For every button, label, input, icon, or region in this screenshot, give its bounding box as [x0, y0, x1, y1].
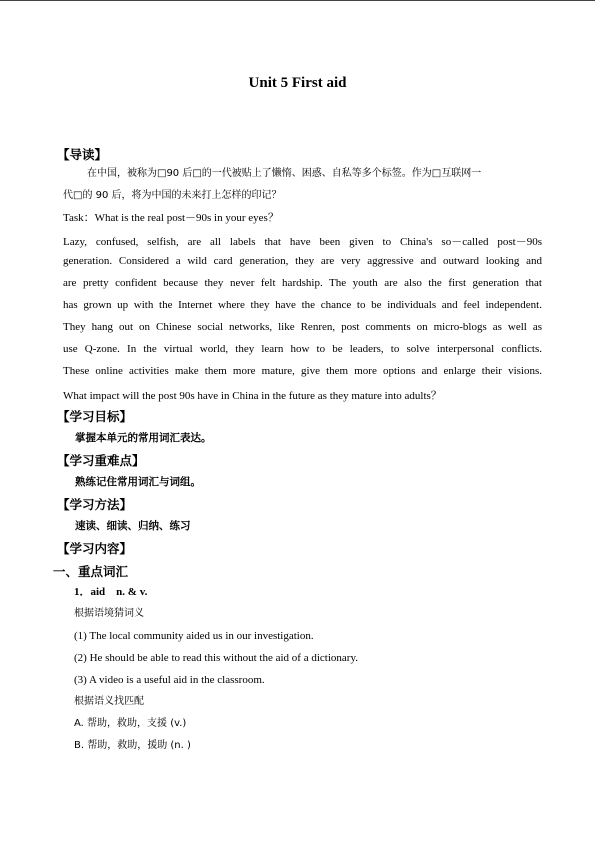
section-method-heading: 【学习方法】: [57, 497, 133, 512]
section-difficulty-heading: 【学习重难点】: [57, 453, 145, 468]
passage-line-7: These online activities make them more mature, give them more options and enlarge their visions.: [63, 365, 542, 377]
page-title: Unit 5 First aid: [248, 75, 347, 91]
intro-cn-line-1: 在中国，被称为□90 后□的一代被贴上了懒惰、困惑、自私等多个标签。作为□互联网一: [87, 168, 482, 179]
method-text: 速读、细读、归纳、练习: [75, 520, 191, 532]
section-guide-heading: 【导读】: [57, 147, 108, 162]
option-a: A. 帮助，救助，支援 (v.): [74, 718, 187, 729]
section-goal-heading: 【学习目标】: [57, 409, 133, 424]
option-b: B. 帮助，救助，援助 (n. ): [74, 740, 191, 751]
intro-cn-line-2: 代□的 90 后，将为中国的未来打上怎样的印记？: [63, 190, 282, 201]
example-2: (2) He should be able to read this without the aid of a dictionary.: [74, 652, 358, 664]
passage-line-2: generation. Considered a wild card generation, they are very aggressive and outward looking and: [63, 255, 542, 267]
example-1: (1) The local community aided us in our investigation.: [74, 630, 314, 642]
page-top-rule: [0, 0, 595, 1]
word-heading: 1．aid n. & v.: [74, 586, 148, 598]
section-vocab-heading: 一、重点词汇: [53, 564, 129, 579]
passage-line-1: Lazy, confused, selfish, are all labels that have been given to China's so－called post－90s: [63, 236, 542, 248]
passage-line-4: has grown up with the Internet where they have the chance to be individuals and feel independent.: [63, 299, 542, 311]
example-3: (3) A video is a useful aid in the classroom.: [74, 674, 265, 686]
task-line: Task：What is the real post－90s in your eyes？: [63, 212, 279, 224]
guess-label: 根据语境猜词义: [74, 608, 144, 619]
goal-text: 掌握本单元的常用词汇表达。: [75, 432, 212, 444]
passage-line-8: What impact will the post 90s have in China in the future as they mature into adults？: [63, 390, 442, 402]
passage-line-6: use Q-zone. In the virtual world, they learn how to be leaders, to solve interpersonal conflicts.: [63, 343, 542, 355]
section-content-heading: 【学习内容】: [57, 541, 133, 556]
difficulty-text: 熟练记住常用词汇与词组。: [75, 476, 201, 488]
match-label: 根据语义找匹配: [74, 696, 144, 707]
passage-line-5: They hang out on Chinese social networks, like Renren, post comments on micro-blogs as well as: [63, 321, 542, 333]
passage-line-3: are pretty confident because they never felt hardship. The youth are also the first generation that: [63, 277, 542, 289]
